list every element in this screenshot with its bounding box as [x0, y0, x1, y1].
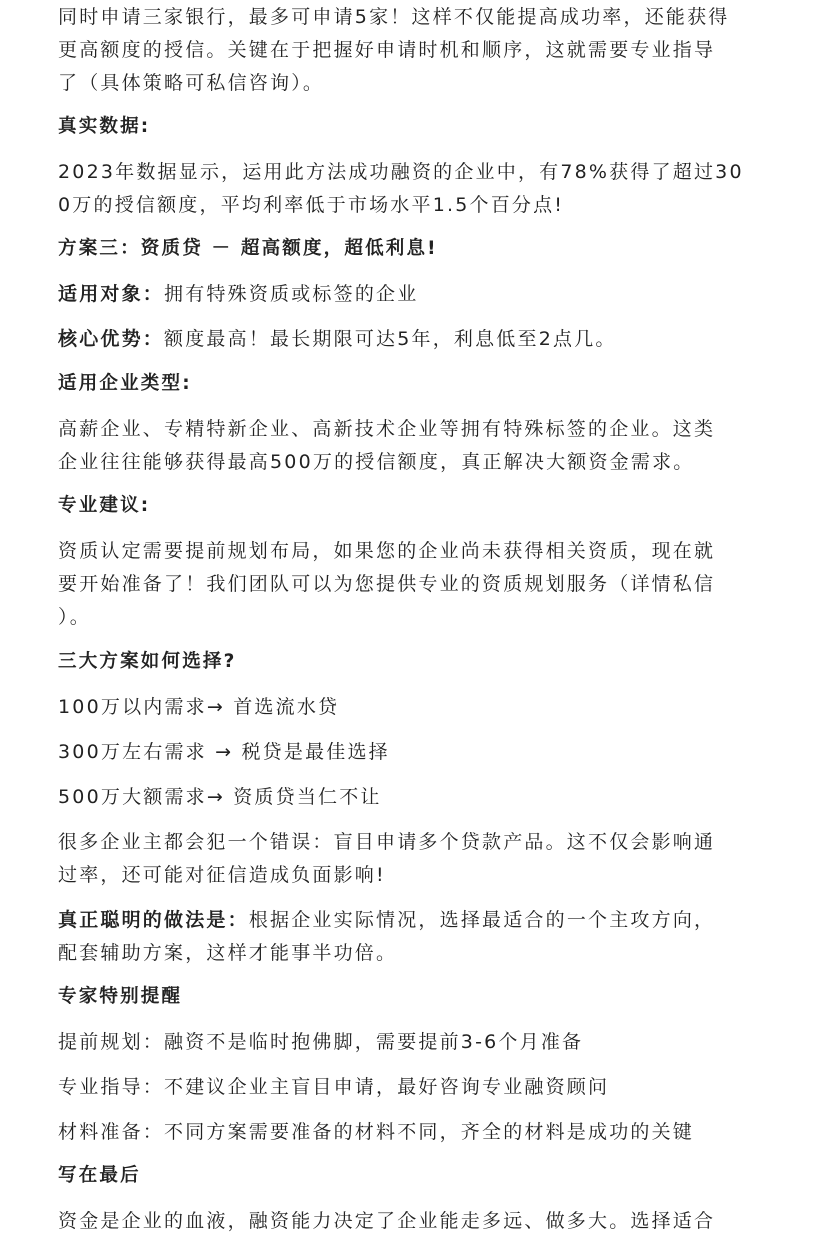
- plan3-advice-line: 要开始准备了！我们团队可以为您提供专业的资质规划服务（详情私信: [58, 573, 716, 595]
- smart-approach-label: 真正聪明的做法是：: [58, 909, 249, 931]
- plan3-advice-line: ）。: [58, 606, 91, 628]
- plan3-types-heading: 适用企业类型:: [58, 373, 192, 394]
- warning-line: 过率，还可能对征信造成负面影响!: [58, 864, 386, 886]
- real-data-heading: 真实数据:: [58, 116, 151, 137]
- smart-approach: [58, 904, 715, 936]
- intro-line: 了（具体策略可私信咨询）。: [58, 72, 325, 94]
- plan3-target: [58, 278, 418, 310]
- plan3-advantage-label: 核心优势：: [58, 328, 165, 350]
- real-data-line: 0万的授信额度，平均利率低于市场水平1.5个百分点!: [58, 194, 565, 216]
- plan3-advice-heading: 专业建议:: [58, 495, 151, 516]
- expert-heading: 专家特别提醒: [58, 986, 183, 1007]
- real-data-line: 2023年数据显示，运用此方法成功融资的企业中，有78%获得了超过30: [58, 161, 744, 183]
- plan3-types-line: 企业往往能够获得最高500万的授信额度，真正解决大额资金需求。: [58, 451, 695, 473]
- choose-option: 300万左右需求 → 税贷是最佳选择: [58, 741, 390, 763]
- plan3-heading: 方案三：资质贷 － 超高额度，超低利息!: [58, 238, 438, 259]
- expert-tip: 提前规划：融资不是临时抱佛脚，需要提前3-6个月准备: [58, 1031, 584, 1053]
- expert-tip: 材料准备：不同方案需要准备的材料不同，齐全的材料是成功的关键: [58, 1121, 695, 1143]
- expert-tip: 专业指导：不建议企业主盲目申请，最好咨询专业融资顾问: [58, 1076, 610, 1098]
- plan3-advice-line: 资质认定需要提前规划布局，如果您的企业尚未获得相关资质，现在就: [58, 540, 716, 562]
- plan3-types-line: 高薪企业、专精特新企业、高新技术企业等拥有特殊标签的企业。这类: [58, 418, 716, 440]
- smart-approach-text: 根据企业实际情况，选择最适合的一个主攻方向，: [248, 909, 716, 931]
- closing-line: 资金是企业的血液，融资能力决定了企业能走多远、做多大。选择适合: [58, 1210, 716, 1232]
- plan3-target-label: 适用对象：: [58, 283, 165, 305]
- plan3-advantage: [58, 323, 617, 355]
- closing-heading: 写在最后: [58, 1165, 141, 1186]
- smart-approach-line2: 配套辅助方案，这样才能事半功倍。: [58, 942, 398, 964]
- intro-line: 同时申请三家银行，最多可申请5家！这样不仅能提高成功率，还能获得: [58, 6, 730, 28]
- intro-line: 更高额度的授信。关键在于把握好申请时机和顺序，这就需要专业指导: [58, 39, 716, 61]
- choose-option: 500万大额需求→ 资质贷当仁不让: [58, 786, 382, 808]
- plan3-advantage-text: 额度最高！最长期限可达5年，利息低至2点几。: [164, 328, 617, 350]
- warning-line: 很多企业主都会犯一个错误：盲目申请多个贷款产品。这不仅会影响通: [58, 831, 716, 853]
- choose-option: 100万以内需求→ 首选流水贷: [58, 696, 340, 718]
- choose-heading: 三大方案如何选择?: [58, 651, 237, 672]
- plan3-target-text: 拥有特殊资质或标签的企业: [164, 283, 419, 305]
